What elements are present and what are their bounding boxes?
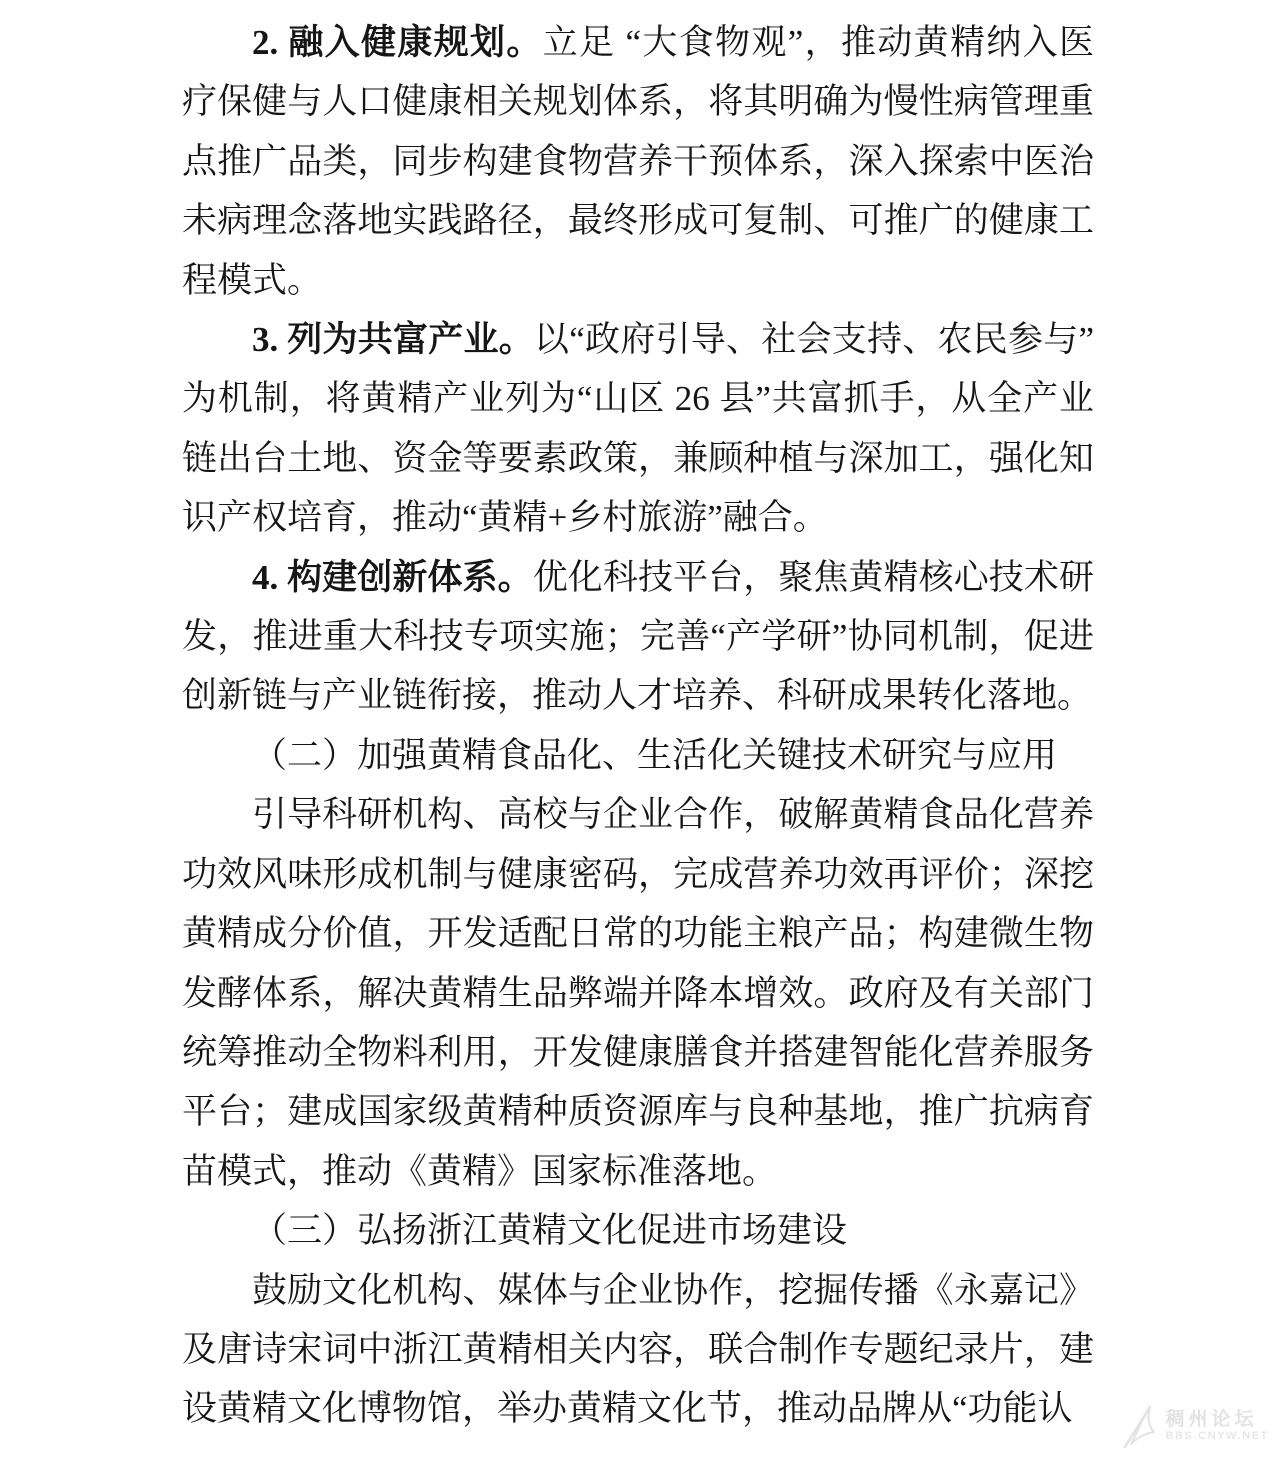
paragraph-culture-market: 鼓励文化机构、媒体与企业协作，挖掘传播《永嘉记》及唐诗宋词中浙江黄精相关内容，联合制作专题纪录片，建设黄精文化博物馆，举办黄精文化节，推动品牌从“功能认 — [182, 1270, 1094, 1429]
paragraph-innovation-system — [182, 548, 1094, 726]
paragraph-health-plan — [182, 13, 1094, 310]
paragraph-common-wealth-lead: 3. 列为共富产业。 — [252, 320, 534, 360]
paragraph-food-tech: 引导科研机构、高校与企业合作，破解黄精食品化营养功效风味形成机制与健康密码，完成营养功效再评价；深挖黄精成分价值，开发适配日常的功能主粮产品；构建微生物发酵体系，解决黄精生品弊端并降本增效。政府及有关部门统筹推动全物料利用，开发健康膳食并搭建智能化营养服务平台；建成国家级黄精种质资源库与良种基地，推广抗病育苗模式，推动《黄精》国家标准落地。 — [182, 795, 1094, 1191]
paragraph-common-wealth-text: 以“政府引导、社会支持、农民参与”为机制，将黄精产业列为“山区 26 县”共富抓手，从全产业链出台土地、资金等要素政策，兼顾种植与深加工，强化知识产权培育，推动“黄精+乡村旅游”融合。 — [182, 320, 1094, 538]
paragraph-innovation-system-lead: 4. 构建创新体系。 — [252, 557, 533, 597]
watermark-text — [1165, 1409, 1269, 1443]
section-heading-culture-market: （三）弘扬浙江黄精文化促进市场建设 — [252, 1211, 848, 1251]
section-heading-food-tech: （二）加强黄精食品化、生活化关键技术研究与应用 — [252, 735, 1058, 775]
watermark-site-domain: BBS.CNYW.NET — [1165, 1430, 1269, 1442]
paragraph-common-wealth — [182, 310, 1094, 548]
paragraph-health-plan-lead: 2. 融入健康规划。 — [252, 23, 543, 62]
document-body — [182, 13, 1094, 1439]
watermark-site-name: 稠州论坛 — [1165, 1409, 1258, 1430]
paragraph-health-plan-text: 立足 “大食物观”，推动黄精纳入医疗保健与人口健康相关规划体系，将其明确为慢性病管理重点推广品类，同步构建食物营养干预体系，深入探索中医治未病理念落地实践路径，最终形成可复制、可推广的健康工程模式。 — [182, 23, 1094, 300]
forum-logo-icon — [1123, 1403, 1161, 1449]
watermark — [1123, 1403, 1269, 1449]
paragraph-innovation-system-text: 优化科技平台，聚焦黄精核心技术研发，推进重大科技专项实施；完善“产学研”协同机制，促进创新链与产业链衔接，推动人才培养、科研成果转化落地。 — [182, 557, 1094, 716]
